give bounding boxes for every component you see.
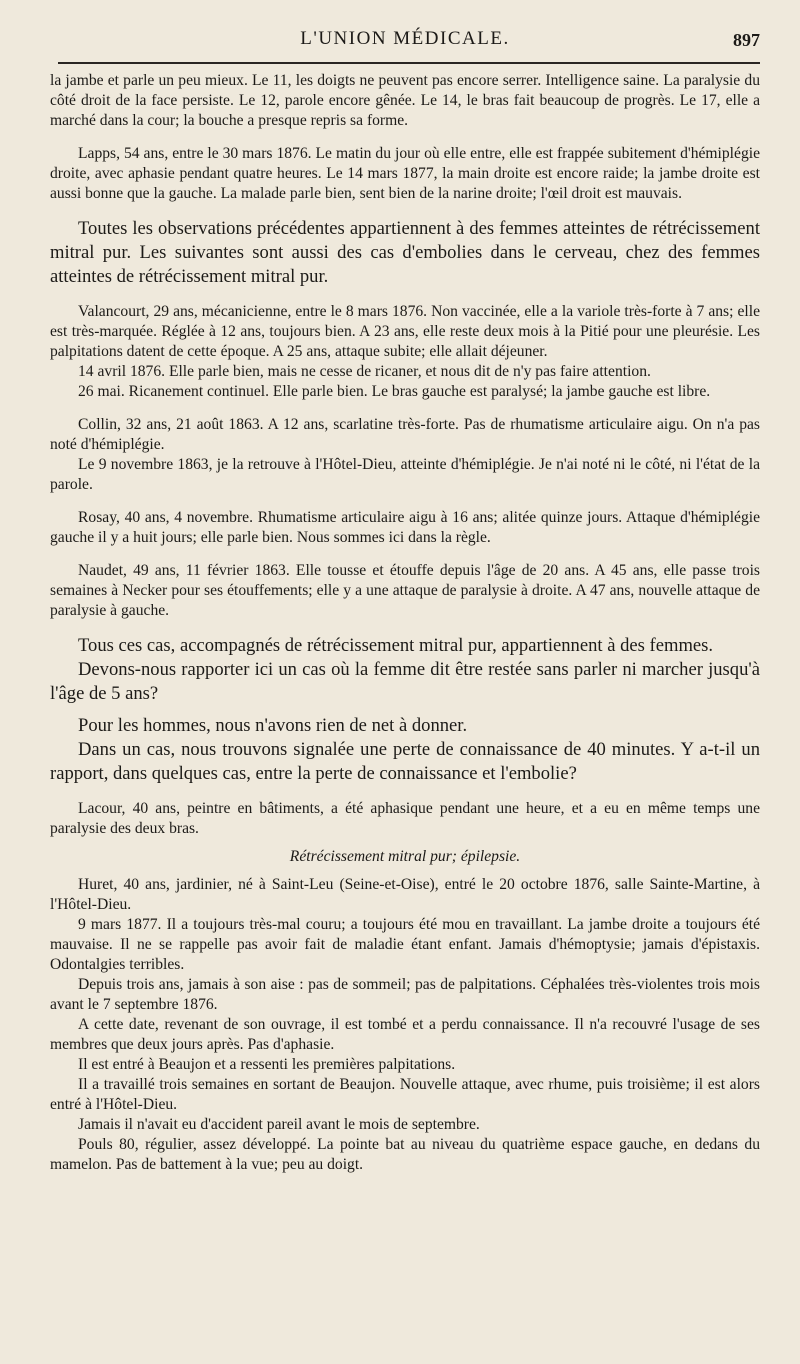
paragraph: Pour les hommes, nous n'avons rien de net à donner.	[78, 715, 468, 736]
paragraph: la jambe et parle un peu mieux. Le 11, les doigts ne peuvent pas encore serrer. Intelligence saine. La paralysie du côté droit de la face persiste. Le 12, parole encore gênée. Le 14, le bras fait beaucoup de progrès. Le 17, elle a marché dans la cour; la bouche a presque repris sa forme.	[50, 72, 760, 129]
paragraph: Jamais il n'avait eu d'accident pareil avant le mois de septembre.	[78, 1116, 480, 1133]
paragraph: Pouls 80, régulier, assez développé. La pointe bat au niveau du quatrième espace gauche, en dedans du mamelon. Pas de battement à la vue; peu au doigt.	[50, 1136, 760, 1173]
paragraph: 14 avril 1876. Elle parle bien, mais ne cesse de ricaner, et nous dit de n'y pas faire attention.	[78, 363, 651, 380]
paragraph: Il est entré à Beaujon et a ressenti les premières palpitations.	[78, 1056, 456, 1073]
paragraph: Lapps, 54 ans, entre le 30 mars 1876. Le matin du jour où elle entre, elle est frappée subitement d'hémiplégie droite, avec aphasie pendant quatre heures. Le 14 mars 1877, la main droite est encore raide; la jambe droite est aussi bonne que la gauche. La malade parle bien, sent bien de la narine droite; l'œil droit est mauvais.	[50, 145, 760, 202]
paragraph: Le 9 novembre 1863, je la retrouve à l'Hôtel-Dieu, atteinte d'hémiplégie. Je n'ai noté ni le côté, ni l'état de la parole.	[50, 456, 760, 493]
paragraph: Valancourt, 29 ans, mécanicienne, entre le 8 mars 1876. Non vaccinée, elle a la variole très-forte à 7 ans; elle est très-marquée. Réglée à 12 ans, toujours bien. A 23 ans, elle reste deux mois à la Pitié pour une pleurésie. Les palpitations datent de cette époque. A 25 ans, attaque subite; elle allait déjeuner.	[50, 303, 760, 360]
section-subtitle: Rétrécissement mitral pur; épilepsie.	[289, 848, 521, 865]
paragraph: Il a travaillé trois semaines en sortant de Beaujon. Nouvelle attaque, avec rhume, puis troisième; il est alors entré à l'Hôtel-Dieu.	[50, 1076, 760, 1113]
paragraph: Devons-nous rapporter ici un cas où la femme dit être restée sans parler ni marcher jusqu'à l'âge de 5 ans?	[50, 659, 760, 704]
paragraph: Dans un cas, nous trouvons signalée une perte de connaissance de 40 minutes. Y a-t-il un rapport, dans quelques cas, entre la perte de connaissance et l'embolie?	[50, 739, 760, 784]
paragraph: Toutes les observations précédentes appartiennent à des femmes atteintes de rétrécissement mitral pur. Les suivantes sont aussi des cas d'embolies dans le cerveau, chez des femmes atteintes de rétrécissement mitral pur.	[50, 218, 760, 287]
paragraph: Huret, 40 ans, jardinier, né à Saint-Leu (Seine-et-Oise), entré le 20 octobre 1876, salle Sainte-Martine, à l'Hôtel-Dieu.	[50, 876, 760, 913]
paragraph: Tous ces cas, accompagnés de rétrécissement mitral pur, appartiennent à des femmes.	[78, 635, 714, 656]
paragraph: Collin, 32 ans, 21 août 1863. A 12 ans, scarlatine très-forte. Pas de rhumatisme articulaire aigu. On n'a pas noté d'hémiplégie.	[50, 416, 760, 453]
article-body	[50, 71, 760, 1175]
paragraph: Naudet, 49 ans, 11 février 1863. Elle tousse et étouffe depuis l'âge de 20 ans. A 45 ans, elle passe trois semaines à Necker pour ses étouffements; elle y a une attaque de paralysie à droite. A 47 ans, nouvelle attaque de paralysie à gauche.	[50, 562, 760, 619]
journal-title: L'UNION MÉDICALE.	[300, 28, 510, 49]
page-number: 897	[733, 30, 760, 50]
paragraph: A cette date, revenant de son ouvrage, il est tombé et a perdu connaissance. Il n'a recouvré l'usage de ses membres que deux jours après. Pas d'aphasie.	[50, 1016, 760, 1053]
paragraph: 26 mai. Ricanement continuel. Elle parle bien. Le bras gauche est paralysé; la jambe gauche est libre.	[78, 383, 711, 400]
paragraph: Depuis trois ans, jamais à son aise : pas de sommeil; pas de palpitations. Céphalées très-violentes trois mois avant le 7 septembre 1876.	[50, 976, 760, 1013]
paragraph: 9 mars 1877. Il a toujours très-mal couru; a toujours été mou en travaillant. La jambe droite a toujours été mauvaise. Il ne se rappelle pas avoir fait de maladie étant enfant. Jamais d'hémoptysie; jamais d'épistaxis. Odontalgies terribles.	[50, 916, 760, 973]
paragraph: Rosay, 40 ans, 4 novembre. Rhumatisme articulaire aigu à 16 ans; alitée quinze jours. Attaque d'hémiplégie gauche il y a huit jours; elle parle bien. Nous sommes ici dans la règle.	[50, 509, 760, 546]
header-rule	[58, 62, 760, 64]
paragraph: Lacour, 40 ans, peintre en bâtiments, a été aphasique pendant une heure, et a eu en même temps une paralysie des deux bras.	[50, 800, 760, 837]
page-header	[50, 26, 760, 56]
